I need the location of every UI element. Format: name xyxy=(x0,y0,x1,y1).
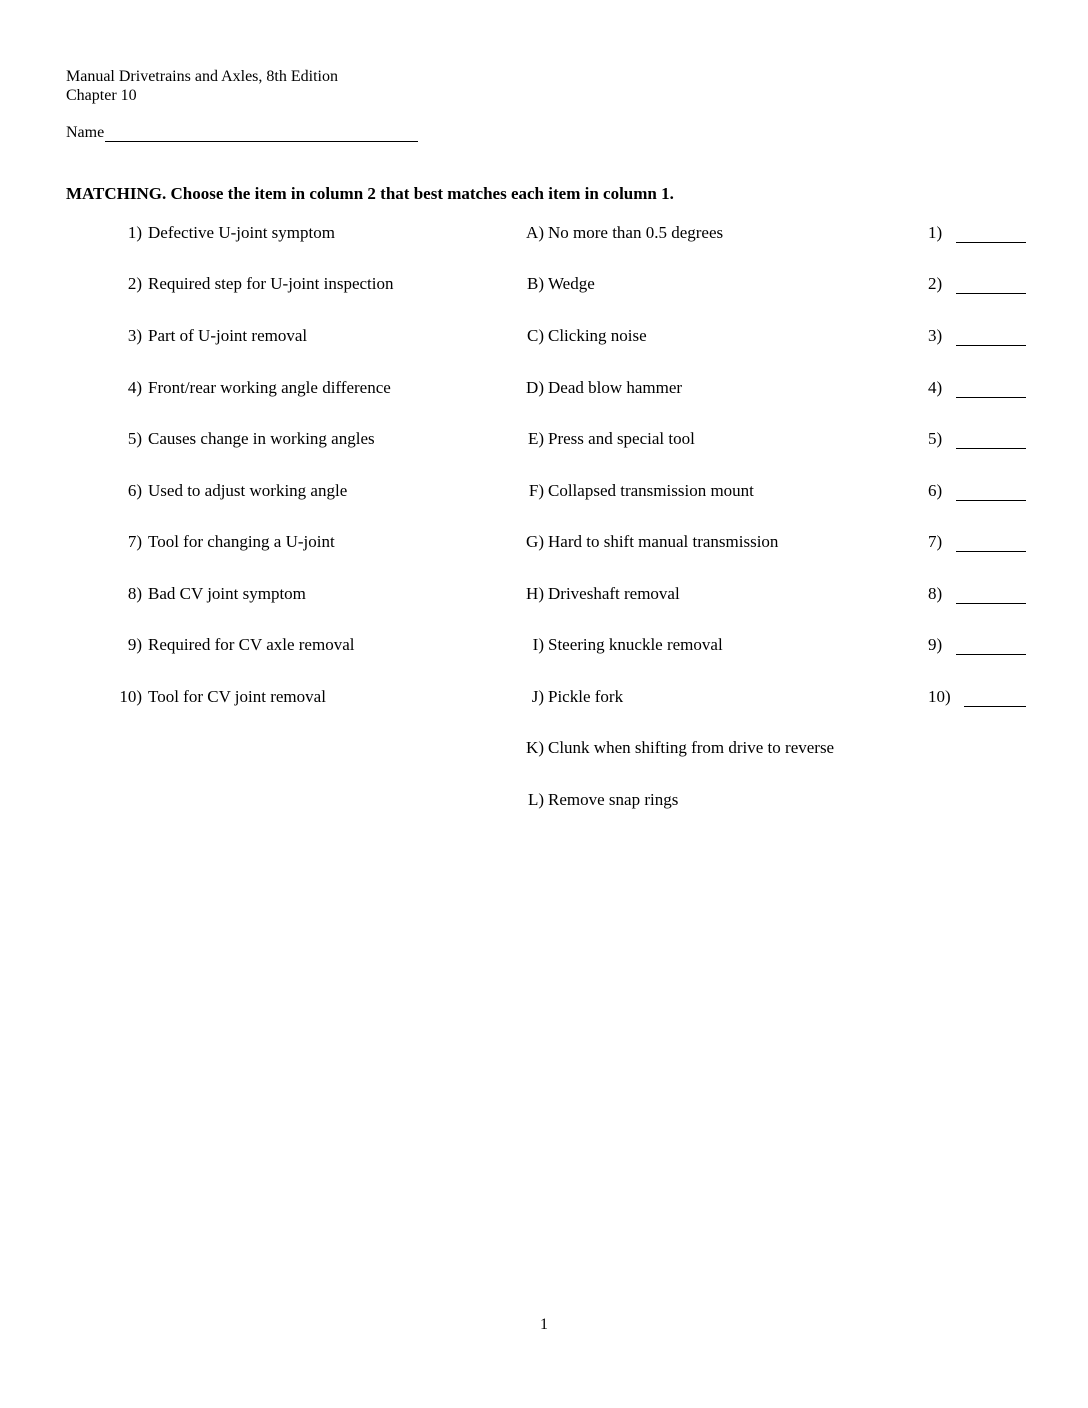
question-number: 3) xyxy=(127,326,142,345)
matching-row xyxy=(0,584,1088,608)
answer-text: Collapsed transmission mount xyxy=(548,481,754,500)
answer-letter: B) xyxy=(527,274,544,293)
blank-number: 7) xyxy=(928,532,943,551)
question-text: Required step for U-joint inspection xyxy=(148,274,394,293)
matching-row xyxy=(0,429,1088,453)
answer-text: No more than 0.5 degrees xyxy=(548,223,724,242)
answer-letter: D) xyxy=(526,378,544,397)
matching-row xyxy=(0,223,1088,247)
answer-letter: A) xyxy=(526,223,544,242)
question-number: 7) xyxy=(127,532,142,551)
matching-row xyxy=(0,378,1088,402)
answer-text: Wedge xyxy=(548,274,595,293)
question-text: Tool for changing a U-joint xyxy=(148,532,335,551)
blank-number: 1) xyxy=(928,223,943,242)
question-number: 6) xyxy=(127,481,142,500)
answer-text: Driveshaft removal xyxy=(548,584,680,603)
blank-number: 6) xyxy=(928,481,943,500)
question-text: Defective U-joint symptom xyxy=(148,223,335,242)
question-number: 1) xyxy=(127,223,142,242)
answer-letter: C) xyxy=(527,326,544,345)
matching-row xyxy=(0,532,1088,556)
answer-letter: K) xyxy=(526,738,544,757)
question-text: Front/rear working angle difference xyxy=(148,378,391,397)
instructions: MATCHING. Choose the item in column 2 that best matches each item in column 1. xyxy=(66,184,674,203)
book-title: Manual Drivetrains and Axles, 8th Edition xyxy=(66,68,338,85)
answer-letter: I) xyxy=(532,635,544,654)
blank-number: 8) xyxy=(928,584,943,603)
matching-row xyxy=(0,687,1088,711)
answer-letter: H) xyxy=(526,584,544,603)
matching-row xyxy=(0,790,1088,814)
question-number: 10) xyxy=(119,687,142,706)
question-number: 9) xyxy=(127,635,142,654)
matching-row xyxy=(0,274,1088,298)
answer-text: Steering knuckle removal xyxy=(548,635,723,654)
answer-blank[interactable] xyxy=(964,706,1026,707)
answer-text: Dead blow hammer xyxy=(548,378,683,397)
matching-row xyxy=(0,481,1088,505)
answer-letter: E) xyxy=(527,429,544,448)
answer-text: Clicking noise xyxy=(548,326,647,345)
answer-text: Remove snap rings xyxy=(548,790,679,809)
answer-blank[interactable] xyxy=(956,397,1026,398)
question-number: 4) xyxy=(127,378,142,397)
chapter-label: Chapter 10 xyxy=(66,87,137,104)
matching-row xyxy=(0,635,1088,659)
answer-blank[interactable] xyxy=(956,345,1026,346)
blank-number: 3) xyxy=(928,326,943,345)
question-number: 8) xyxy=(127,584,142,603)
matching-row xyxy=(0,738,1088,762)
answer-text: Press and special tool xyxy=(548,429,695,448)
name-field[interactable] xyxy=(66,124,418,142)
blank-number: 9) xyxy=(928,635,943,654)
answer-blank[interactable] xyxy=(956,293,1026,294)
name-label: Name xyxy=(66,124,105,141)
answer-blank[interactable] xyxy=(956,448,1026,449)
question-text: Required for CV axle removal xyxy=(148,635,355,654)
question-text: Tool for CV joint removal xyxy=(148,687,326,706)
blank-number: 5) xyxy=(928,429,943,448)
answer-letter: J) xyxy=(531,687,544,706)
answer-blank[interactable] xyxy=(956,242,1026,243)
blank-number: 4) xyxy=(928,378,943,397)
answer-text: Hard to shift manual transmission xyxy=(548,532,779,551)
question-text: Causes change in working angles xyxy=(148,429,375,448)
answer-text: Clunk when shifting from drive to reverse xyxy=(548,738,835,757)
question-text: Part of U-joint removal xyxy=(148,326,308,345)
blank-number: 10) xyxy=(928,687,951,706)
question-text: Bad CV joint symptom xyxy=(148,584,306,603)
answer-letter: G) xyxy=(526,532,544,551)
answer-blank[interactable] xyxy=(956,654,1026,655)
answer-text: Pickle fork xyxy=(548,687,624,706)
answer-letter: L) xyxy=(527,790,544,809)
answer-blank[interactable] xyxy=(956,551,1026,552)
answer-letter: F) xyxy=(528,481,544,500)
blank-number: 2) xyxy=(928,274,943,293)
question-number: 2) xyxy=(127,274,142,293)
answer-blank[interactable] xyxy=(956,603,1026,604)
name-blank[interactable] xyxy=(105,124,418,142)
page-number: 1 xyxy=(540,1316,548,1333)
question-number: 5) xyxy=(127,429,142,448)
question-text: Used to adjust working angle xyxy=(148,481,348,500)
matching-row xyxy=(0,326,1088,350)
answer-blank[interactable] xyxy=(956,500,1026,501)
